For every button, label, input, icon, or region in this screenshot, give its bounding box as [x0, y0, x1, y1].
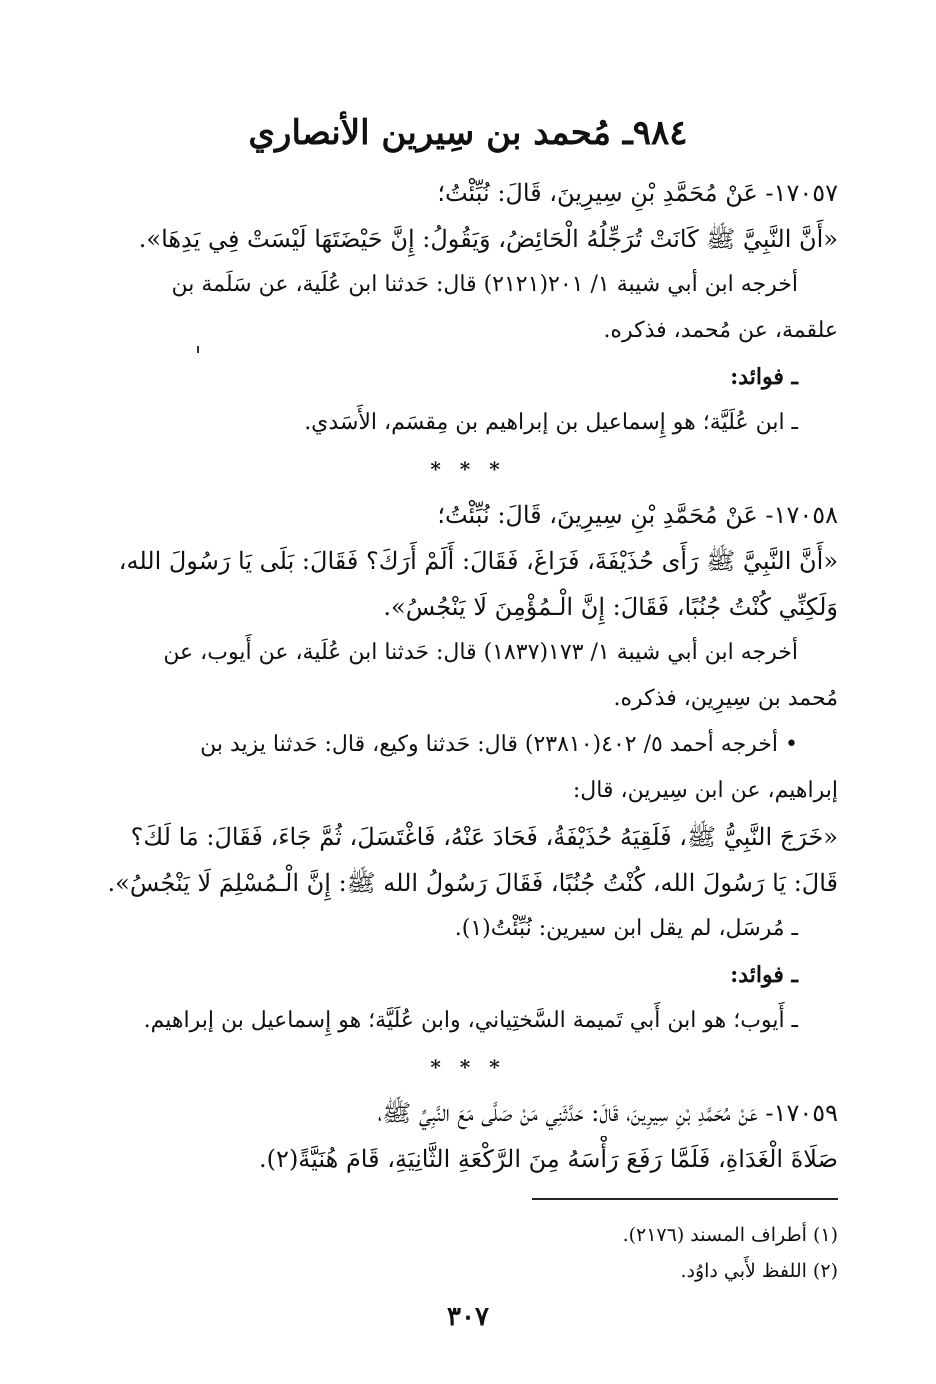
section-separator: * * * [430, 1055, 506, 1079]
fawaid-note: ـ أَيوب؛ هو ابن أَبي تَميمة السَّختِياني، وابن عُلَيَّة؛ هو إِسماعيل بن إبراهيم. [143, 1008, 798, 1033]
hadith-17057-isnad: ١٧٠٥٧- عَنْ مُحَمَّدِ بْنِ سِيرِينَ، قَالَ: نُبِّئْتُ؛ [437, 179, 838, 207]
fawaid-heading: ـ فوائد: [730, 962, 798, 988]
chapter-title: ٩٨٤ـ مُحمد بن سِيرين الأنصاري [248, 113, 688, 153]
hadith-17059-matn: صَلَاةَ الْغَدَاةِ، فَلَمَّا رَفَعَ رَأْسَهُ مِنَ الرَّكْعَةِ الثَّانِيَةِ، قَامَ هُنَيَّةً(٢). [259, 1145, 838, 1173]
hadith-variant-matn: قَالَ: يَا رَسُولَ الله، كُنْتُ جُنُبًا، فَقَالَ رَسُولُ الله ﷺ: إِنَّ الْـمُسْلِمَ لَا يَنْجُسُ». [107, 869, 838, 897]
print-speck [197, 346, 199, 353]
page-body [98, 170, 838, 1182]
section-separator: * * * [430, 457, 506, 481]
hadith-17059-isnad: ١٧٠٥٩- عَنْ مُحَمَّدِ بْنِ سِيرِينَ، قَالَ: حَدَّثَنِي مَنْ صَلَّى مَعَ النَّبِيِّ ﷺ، [377, 1099, 838, 1127]
hadith-variant-matn: «خَرَجَ النَّبِيُّ ﷺ، فَلَقِيَهُ حُذَيْفَةُ، فَحَادَ عَنْهُ، فَاغْتَسَلَ، ثُمَّ جَاءَ، فَقَالَ: مَا لَكَ؟ [130, 823, 838, 851]
footnote-2: (٢) اللفظ لأَبي داوُد. [680, 1260, 838, 1282]
fawaid-heading: ـ فوائد: [730, 364, 798, 390]
hadith-17058-isnad: ١٧٠٥٨- عَنْ مُحَمَّدِ بْنِ سِيرِينَ، قَالَ: نُبِّئْتُ؛ [437, 501, 838, 529]
takhrij-line: أخرجه ابن أبي شيبة ١/ ١٧٣(١٨٣٧) قال: حَدثنا ابن عُلَية، عن أَيوب، عن [163, 640, 798, 665]
fawaid-note: ـ ابن عُلَيَّة؛ هو إِسماعيل بن إبراهيم بن مِقسَم، الأَسَدي. [304, 410, 798, 435]
page-number: ٣٠٧ [447, 1302, 489, 1332]
footnote-divider [532, 1198, 838, 1200]
takhrij-line: أخرجه ابن أبي شيبة ١/ ٢٠١(٢١٢١) قال: حَدثنا ابن عُلَية، عن سَلَمة بن [171, 272, 798, 297]
takhrij-line: إبراهيم، عن ابن سِيرين، قال: [572, 778, 838, 803]
hadith-17058-matn: وَلَكِنِّي كُنْتُ جُنُبًا، فَقَالَ: إِنَّ الْـمُؤْمِنَ لَا يَنْجُسُ». [383, 593, 838, 621]
footnote-1: (١) أطراف المسند (٢١٧٦). [622, 1224, 838, 1246]
takhrij-line: • أخرجه أحمد ٥/ ٤٠٢(٢٣٨١٠) قال: حَدثنا وكيع، قال: حَدثنا يزيد بن [200, 732, 798, 757]
hadith-17057-matn: «أَنَّ النَّبِيَّ ﷺ كَانَتْ تُرَجِّلُهُ الْحَائِضُ، وَيَقُولُ: إِنَّ حَيْضَتَهَا لَيْسَتْ فِي يَدِهَا». [138, 225, 838, 253]
hadith-17058-matn: «أَنَّ النَّبِيَّ ﷺ رَأَى حُذَيْفَةَ، فَرَاغَ، فَقَالَ: أَلَمْ أَرَكَ؟ فَقَالَ: بَلَى يَا رَسُولَ الله، [118, 547, 838, 575]
takhrij-line: علقمة، عن مُحمد، فذكره. [603, 318, 838, 343]
takhrij-line: مُحمد بن سِيرِين، فذكره. [613, 686, 838, 711]
mursal-note: ـ مُرسَل، لم يقل ابن سيرين: نُبِّئْتُ(١). [454, 916, 798, 941]
